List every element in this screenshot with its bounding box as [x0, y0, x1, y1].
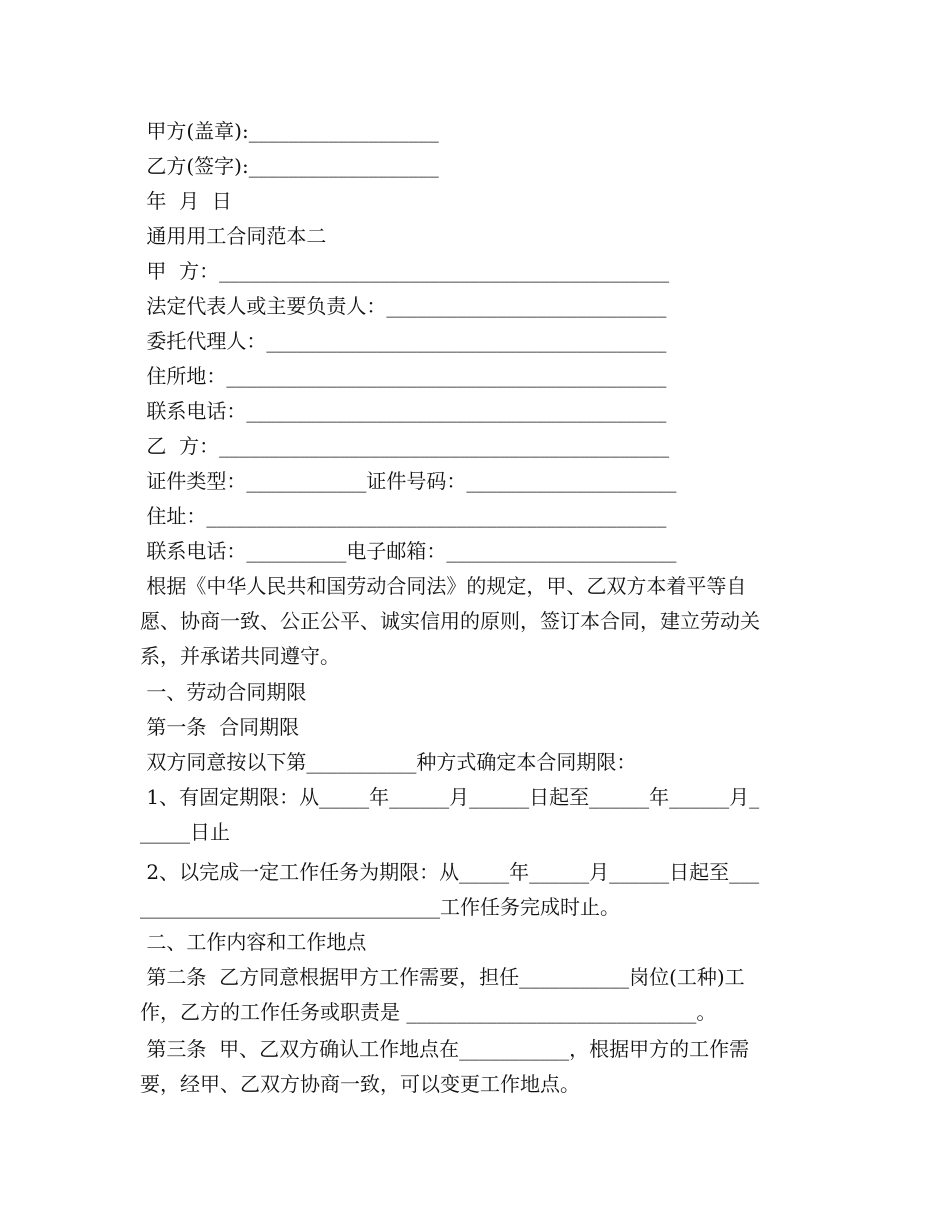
- article-2-line-1: 第二条 乙方同意根据甲方工作需要，担任___________岗位(工种)工: [140, 965, 745, 989]
- article-1-heading: 第一条 合同期限: [140, 715, 300, 739]
- residence-field: 住所地：____________________________________________: [140, 364, 667, 388]
- contract-title: 通用用工合同范本二: [140, 224, 327, 248]
- preamble-line-1: 根据《中华人民共和国劳动合同法》的规定，甲、乙双方本着平等自: [140, 574, 747, 598]
- preamble-line-3: 系，并承诺共同遵守。: [140, 644, 340, 668]
- option-1-line-1: 1、有固定期限：从_____年______月______日起至______年______月_: [140, 785, 760, 809]
- authorized-agent-field: 委托代理人：________________________________________: [140, 329, 667, 353]
- section-2-heading: 二、工作内容和工作地点: [140, 930, 367, 954]
- preamble-line-2: 愿、协商一致、公正公平、诚实信用的原则，签订本合同，建立劳动关: [140, 609, 760, 633]
- date-line: 年 月 日: [140, 189, 232, 213]
- article-1-text: 双方同意按以下第___________种方式确定本合同期限：: [140, 750, 637, 774]
- article-3-line-1: 第三条 甲、乙双方确认工作地点在___________，根据甲方的工作需: [140, 1037, 750, 1061]
- option-1-line-2: _____日止: [140, 820, 230, 844]
- option-2-line-2: ______________________________工作任务完成时止。: [140, 895, 620, 919]
- option-2-line-1: 2、以完成一定工作任务为期限：从_____年______月______日起至___: [140, 860, 760, 884]
- article-3-line-2: 要，经甲、乙双方协商一致，可以变更工作地点。: [140, 1072, 580, 1096]
- party-b-field: 乙 方：_____________________________________________: [140, 434, 670, 458]
- section-1-heading: 一、劳动合同期限: [140, 680, 307, 704]
- party-a-phone-field: 联系电话：__________________________________________: [140, 399, 667, 423]
- id-type-number-field: 证件类型：____________证件号码：_____________________: [140, 469, 677, 493]
- address-field: 住址：______________________________________________: [140, 504, 667, 528]
- party-b-signature-line: 乙方(签字):___________________: [140, 154, 439, 178]
- phone-email-field: 联系电话：__________电子邮箱：_______________________: [140, 539, 677, 563]
- party-a-seal-line: 甲方(盖章):___________________: [140, 119, 439, 143]
- article-2-line-2: 作，乙方的工作任务或职责是 _____________________________。: [140, 1000, 717, 1024]
- legal-representative-field: 法定代表人或主要负责人：____________________________: [140, 294, 667, 318]
- party-a-field: 甲 方：_____________________________________________: [140, 259, 670, 283]
